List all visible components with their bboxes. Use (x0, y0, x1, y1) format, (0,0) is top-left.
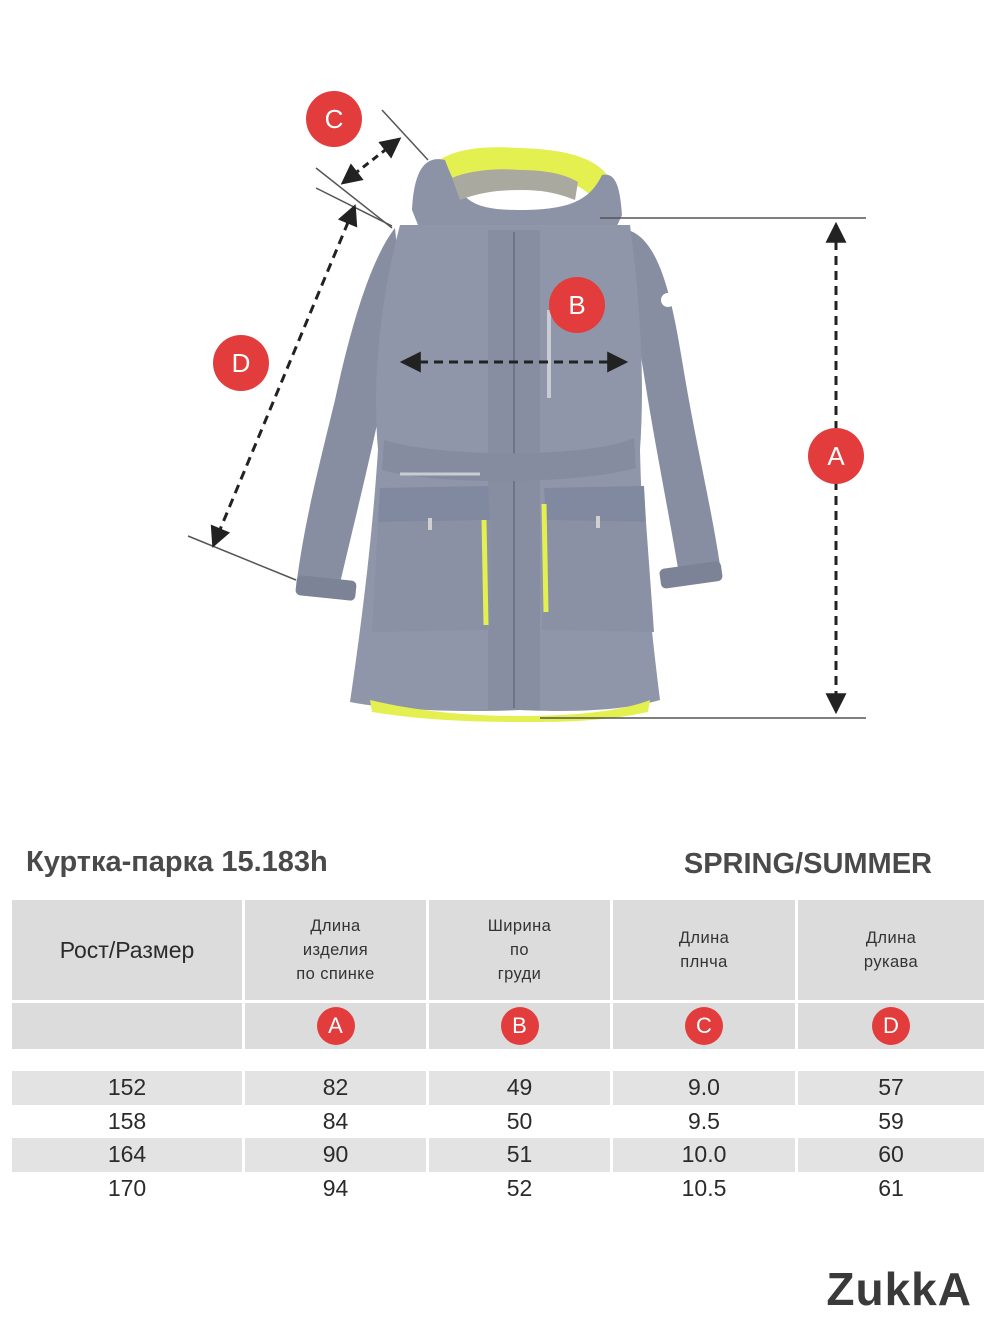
season-label: SPRING/SUMMER (683, 848, 932, 880)
chest-cell: 49 (429, 1071, 613, 1105)
size-cell: 158 (12, 1105, 245, 1139)
marker-row-spacer (12, 1003, 245, 1049)
sleeve-cell: 57 (798, 1071, 984, 1105)
size-cell: 152 (12, 1071, 245, 1105)
shoulder-cell: 9.5 (613, 1105, 798, 1139)
size-cell: 170 (12, 1172, 245, 1206)
marker-badge-b: B (501, 1007, 539, 1045)
shoulder-cell: 10.0 (613, 1138, 798, 1172)
marker-badge-d: D (872, 1007, 910, 1045)
column-header-shoulder: Длина плнча (613, 900, 798, 1000)
marker-badge-a: A (317, 1007, 355, 1045)
right-pocket (542, 520, 654, 632)
table-row (12, 1105, 984, 1139)
column-header-length: Длина изделия по спинке (245, 900, 429, 1000)
sleeve-cell: 59 (878, 1107, 904, 1134)
svg-text:B: B (568, 290, 586, 320)
length-cell: 94 (245, 1172, 429, 1206)
svg-text:A: A (827, 441, 845, 471)
size-table (12, 900, 984, 1205)
chest-cell: 52 (429, 1172, 613, 1206)
column-header-sleeve: Длина рукава (798, 900, 984, 1000)
svg-text:C: C (324, 104, 344, 134)
shoulder-extent-outer (382, 110, 428, 160)
table-marker-row (12, 1000, 984, 1049)
chest-cell: 50 (429, 1105, 613, 1139)
left-pocket-flap (378, 486, 490, 522)
marker-b (549, 277, 605, 333)
shoulder-cell: 9.0 (613, 1071, 798, 1105)
sleeve-extent-bottom (188, 536, 296, 580)
length-cell: 90 (245, 1138, 429, 1172)
chest-cell: 51 (429, 1138, 613, 1172)
size-column-header: Рост/Размер (12, 900, 245, 1000)
shoulder-dimension-line (344, 140, 398, 182)
length-cell: 84 (245, 1105, 429, 1139)
marker-badge-c: C (685, 1007, 723, 1045)
product-title: Куртка-парка 15.183h (26, 846, 328, 878)
sleeve-cell: 61 (878, 1174, 904, 1201)
brand-logo: ZukkA (826, 1263, 972, 1315)
table-row (12, 1138, 984, 1172)
column-header-chest: Ширина по груди (429, 900, 613, 1000)
table-row (12, 1071, 984, 1105)
shoulder-extent-inner (316, 168, 392, 228)
left-pocket (372, 520, 490, 632)
sleeve-cell: 60 (798, 1138, 984, 1172)
marker-a (808, 428, 864, 484)
marker-d (213, 335, 269, 391)
right-pocket-flap (544, 486, 646, 522)
svg-text:D: D (231, 348, 251, 378)
table-header-row (12, 900, 984, 1000)
table-row (12, 1172, 984, 1206)
sleeve-extent-top (316, 188, 392, 226)
size-cell: 164 (12, 1138, 245, 1172)
length-cell: 82 (245, 1071, 429, 1105)
shoulder-cell: 10.5 (613, 1172, 798, 1206)
marker-c (306, 91, 362, 147)
